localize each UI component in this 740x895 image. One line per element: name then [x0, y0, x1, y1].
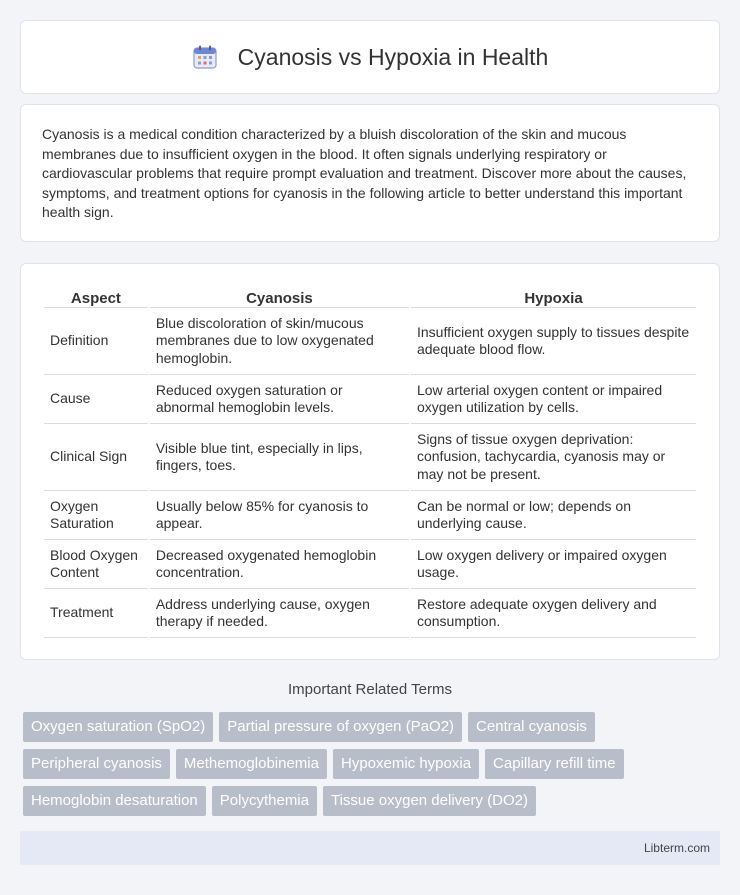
header-hypoxia: Hypoxia — [411, 284, 696, 308]
related-term-tag[interactable]: Partial pressure of oxygen (PaO2) — [219, 712, 462, 742]
intro-card — [20, 104, 720, 242]
related-term-tag[interactable]: Methemoglobinemia — [176, 749, 327, 779]
header-cyanosis: Cyanosis — [150, 284, 409, 308]
related-term-tag[interactable]: Hypoxemic hypoxia — [333, 749, 479, 779]
footer-site-link[interactable]: Libterm.com — [643, 841, 710, 855]
table-cell-cyanosis: Decreased oxygenated hemoglobin concentration. — [150, 540, 409, 589]
table-cell-hypoxia: Low arterial oxygen content or impaired oxygen utilization by cells. — [411, 375, 696, 424]
related-term-tag[interactable]: Hemoglobin desaturation — [23, 786, 206, 816]
title-wrap — [192, 44, 549, 71]
table-cell-hypoxia: Can be normal or low; depends on underlying cause. — [411, 491, 696, 540]
table-row — [44, 424, 696, 491]
table-row — [44, 308, 696, 375]
table-cell-cyanosis: Blue discoloration of skin/mucous membranes due to low oxygenated hemoglobin. — [150, 308, 409, 375]
related-terms-title: Important Related Terms — [288, 681, 452, 698]
table-row — [44, 375, 696, 424]
table-cell-cyanosis: Usually below 85% for cyanosis to appear. — [150, 491, 409, 540]
table-cell-aspect: Clinical Sign — [44, 424, 148, 491]
table-cell-hypoxia: Insufficient oxygen supply to tissues despite adequate blood flow. — [411, 308, 696, 375]
comparison-table-card — [20, 263, 720, 660]
footer — [20, 831, 720, 865]
table-cell-aspect: Definition — [44, 308, 148, 375]
table-header-row — [44, 284, 696, 308]
header-card — [20, 20, 720, 94]
related-terms-list — [23, 712, 723, 816]
table-row — [44, 589, 696, 638]
table-row — [44, 491, 696, 540]
related-term-tag[interactable]: Polycythemia — [212, 786, 317, 816]
intro-text: Cyanosis is a medical condition characterized by a bluish discoloration of the skin and mucous membranes due to insufficient oxygen in the blood. It often signals underlying respiratory or cardiovascular problems that require prompt evaluation and treatment. Discover more about the causes, symptoms, and treatment options for cyanosis in the following article to better understand this important health sign. — [42, 126, 687, 221]
table-row — [44, 540, 696, 589]
table-cell-cyanosis: Reduced oxygen saturation or abnormal hemoglobin levels. — [150, 375, 409, 424]
table-cell-cyanosis: Address underlying cause, oxygen therapy if needed. — [150, 589, 409, 638]
comparison-table — [42, 284, 698, 638]
table-cell-hypoxia: Signs of tissue oxygen deprivation: confusion, tachycardia, cyanosis may or may not be present. — [411, 424, 696, 491]
table-cell-cyanosis: Visible blue tint, especially in lips, fingers, toes. — [150, 424, 409, 491]
table-cell-hypoxia: Restore adequate oxygen delivery and consumption. — [411, 589, 696, 638]
table-cell-hypoxia: Low oxygen delivery or impaired oxygen usage. — [411, 540, 696, 589]
related-term-tag[interactable]: Central cyanosis — [468, 712, 595, 742]
calendar-icon — [192, 44, 218, 70]
related-term-tag[interactable]: Peripheral cyanosis — [23, 749, 170, 779]
related-term-tag[interactable]: Tissue oxygen delivery (DO2) — [323, 786, 536, 816]
table-cell-aspect: Cause — [44, 375, 148, 424]
table-cell-aspect: Treatment — [44, 589, 148, 638]
header-aspect: Aspect — [44, 284, 148, 308]
table-cell-aspect: Oxygen Saturation — [44, 491, 148, 540]
table-cell-aspect: Blood Oxygen Content — [44, 540, 148, 589]
related-term-tag[interactable]: Oxygen saturation (SpO2) — [23, 712, 213, 742]
related-term-tag[interactable]: Capillary refill time — [485, 749, 624, 779]
page-title: Cyanosis vs Hypoxia in Health — [237, 43, 549, 70]
